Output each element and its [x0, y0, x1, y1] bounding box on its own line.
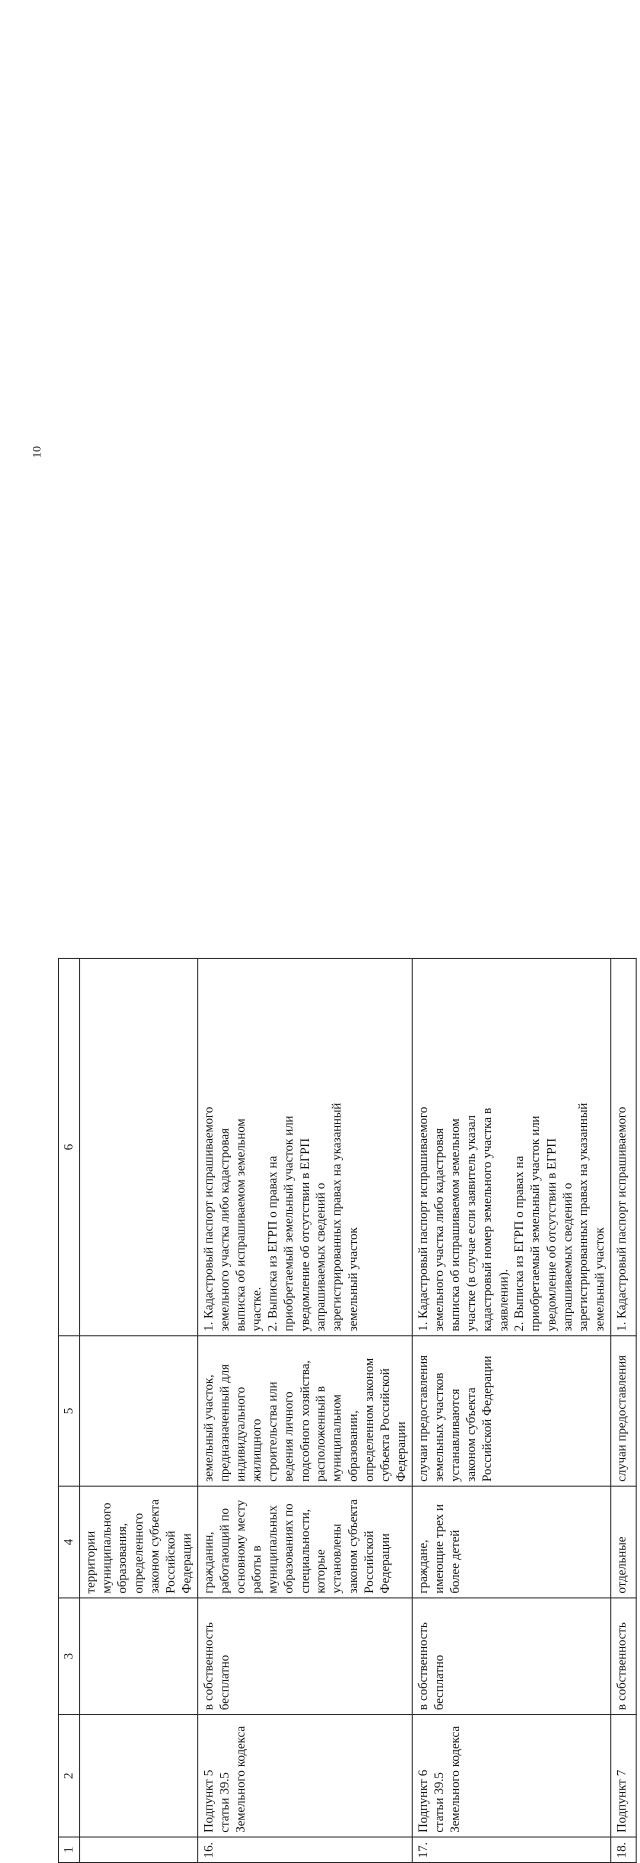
table-row — [611, 958, 636, 1862]
legal-basis-cell — [79, 1715, 197, 1838]
recipients-cell: территории муниципального образования, определенного законом субъекта Российской Федерации — [79, 1486, 197, 1598]
documents-cell — [79, 958, 197, 1335]
right-type-cell — [79, 1598, 197, 1715]
documents-cell: 1. Кадастровый паспорт испрашиваемого земельного участка либо кадастровая выписка об испрашиваемом земельном участке (в случае если заявитель указал кадастровый номер земельного участка в заявлении). 2. Выписка из ЕГРП о правах на приобретаемый земельный участок или уведомление об отсутствии в ЕГРП запрашиваемых сведений о зарегистрированных правах на указанный земельный участок — [412, 958, 610, 1335]
row-number-cell: 17. — [412, 1837, 610, 1862]
table-row — [79, 958, 197, 1862]
documents-cell: 1. Кадастровый паспорт испрашиваемого — [611, 958, 636, 1335]
column-header: 4 — [58, 1486, 79, 1598]
column-header: 6 — [58, 958, 79, 1335]
recipients-cell: гражданин, работающий по основному месту работы в муниципальных образованиях по специальности, которые установлены законом субъекта Российской Федерации — [198, 1486, 412, 1598]
column-header: 3 — [58, 1598, 79, 1715]
recipients-cell: отдельные — [611, 1486, 636, 1598]
column-header: 2 — [58, 1715, 79, 1838]
right-type-cell: в собственность — [611, 1598, 636, 1715]
column-header: 1 — [58, 1837, 79, 1862]
table-header-row — [58, 958, 79, 1862]
row-number-cell: 18. — [611, 1837, 636, 1862]
land-plot-cell: случаи предоставления — [611, 1336, 636, 1486]
recipients-cell: граждане, имеющие трех и более детей — [412, 1486, 610, 1598]
table-row — [198, 958, 412, 1862]
land-plot-cell: земельный участок, предназначенный для индивидуального жилищного строительства или ведения личного подсобного хозяйства, расположенный в муниципальном образовании, определенном законом субъекта Российской Федерации — [198, 1336, 412, 1486]
legal-basis-cell: Подпункт 7 — [611, 1715, 636, 1838]
row-number-cell — [79, 1837, 197, 1862]
column-header: 5 — [58, 1336, 79, 1486]
land-table — [58, 958, 637, 1863]
right-type-cell: в собственность бесплатно — [412, 1598, 610, 1715]
rotated-table-container — [58, 959, 629, 1863]
legal-basis-cell: Подпункт 6 статьи 39.5 Земельного кодекса — [412, 1715, 610, 1838]
page-number: 10 — [29, 446, 44, 458]
land-plot-cell: случаи предоставления земельных участков устанавливаются законом субъекта Российской Федерации — [412, 1336, 610, 1486]
land-plot-cell — [79, 1336, 197, 1486]
right-type-cell: в собственность бесплатно — [198, 1598, 412, 1715]
row-number-cell: 16. — [198, 1837, 412, 1862]
table-row — [412, 958, 610, 1862]
documents-cell: 1. Кадастровый паспорт испрашиваемого земельного участка либо кадастровая выписка об испрашиваемом земельном участке. 2. Выписка из ЕГРП о правах на приобретаемый земельный участок или уведомление об отсутствии в ЕГРП запрашиваемых сведений о зарегистрированных правах на указанный земельный участок — [198, 958, 412, 1335]
legal-basis-cell: Подпункт 5 статьи 39.5 Земельного кодекса — [198, 1715, 412, 1838]
